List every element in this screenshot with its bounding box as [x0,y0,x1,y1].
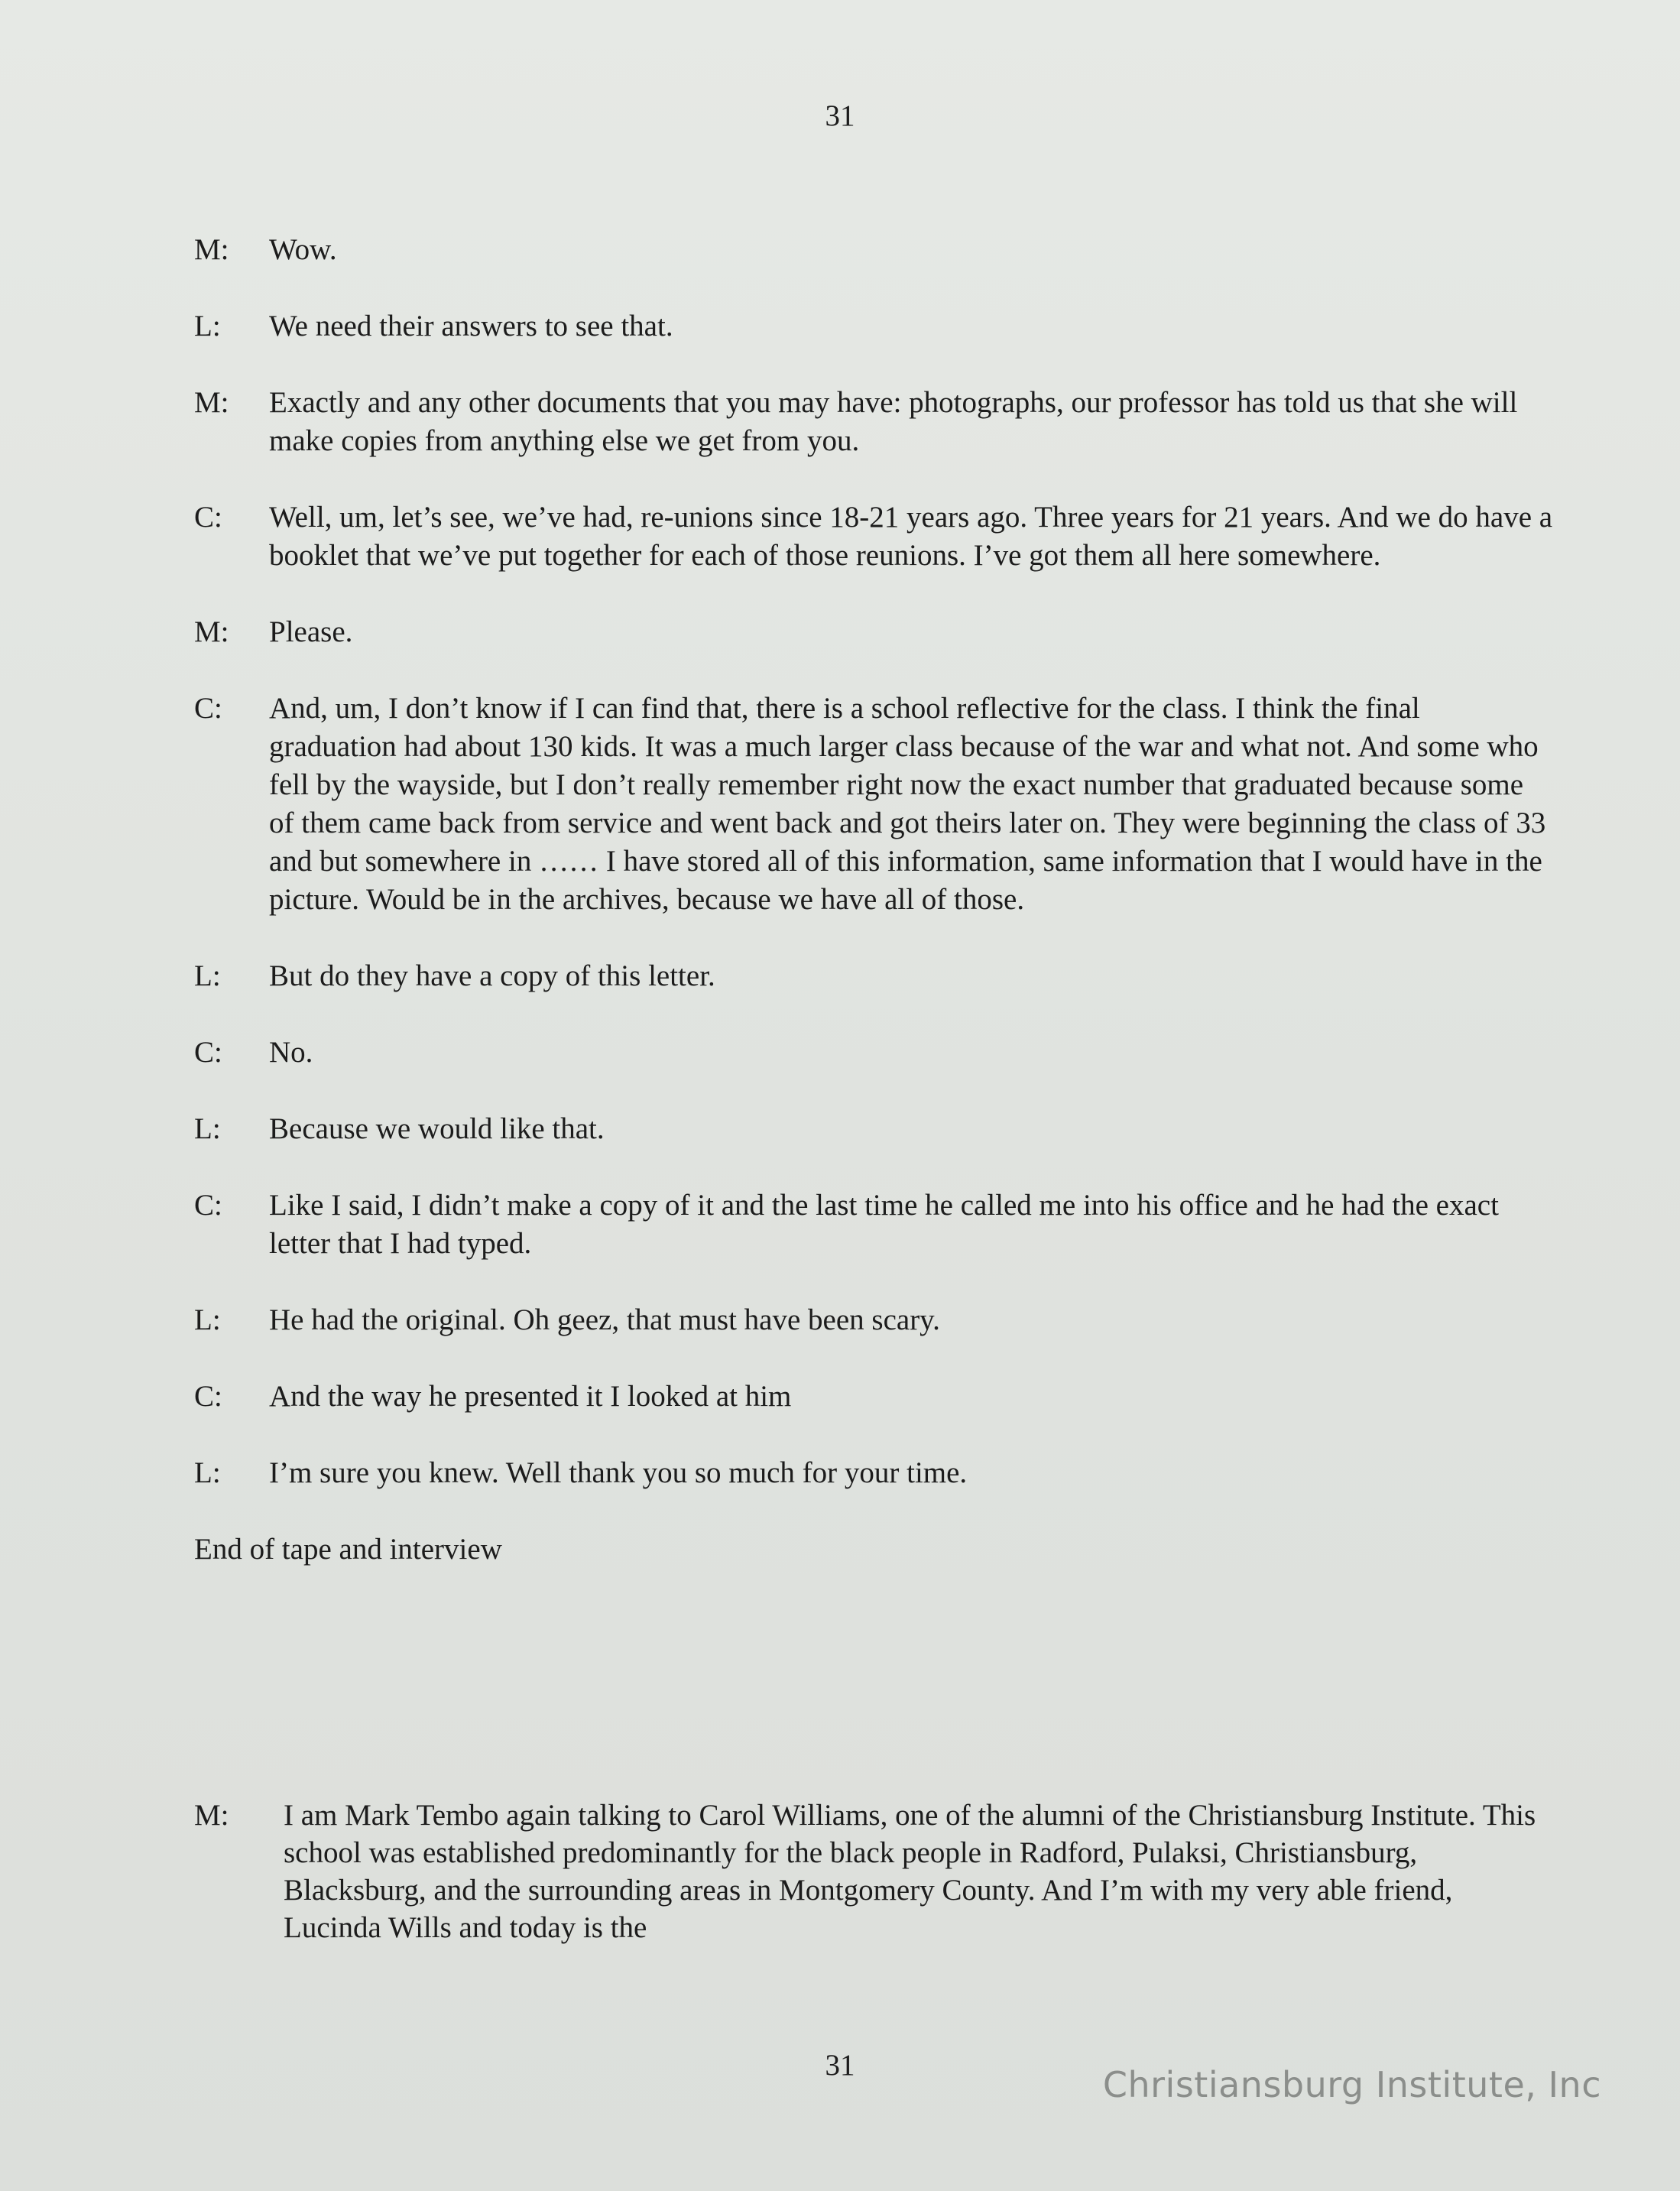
transcript-turn [194,231,1555,269]
page-number-bottom: 31 [825,2049,855,2082]
transcript-turn [194,1110,1555,1148]
speaker-label: C: [194,501,222,534]
transcript-turn [194,1034,1555,1072]
turn-text: And the way he presented it I looked at him [269,1380,792,1413]
speaker-label: C: [194,1189,222,1222]
turn-text: I am Mark Tembo again talking to Carol Williams, one of the alumni of the Christiansburg Institute. This school was established predominantly for the black people in Radford, Pulaksi, Christiansburg, Blacksburg, and the surrounding areas in Montgomery County. And I’m with my very able friend, Lucinda Wills and today is the [284,1799,1536,1944]
turn-text: Please. [269,615,353,648]
second-interview-turn [194,1797,1555,1946]
speaker-label: L: [194,1456,221,1489]
speaker-label: M: [194,233,229,266]
turn-text: Like I said, I didn’t make a copy of it and the last time he called me into his office and he had the exact letter that I had typed. [269,1189,1499,1260]
speaker-label: C: [194,1380,222,1413]
speaker-label: M: [194,386,229,419]
watermark: Christiansburg Institute, Inc [1102,2064,1601,2105]
turn-text: And, um, I don’t know if I can find that, there is a school reflective for the class. I think the final graduation had about 130 kids. It was a much larger class because of the war and what not. And some who fell by the wayside, but I don’t really remember right now the exact number that graduated because some of them came back from service and went back and got theirs later on. They were beginning the class of 33 and but somewhere in …… I have stored all of this information, same information that I would have in the picture. Would be in the archives, because we have all of those. [269,692,1546,916]
speaker-label: L: [194,1303,221,1336]
transcript-turn [194,613,1555,651]
speaker-label: L: [194,1112,221,1145]
turn-text: I’m sure you knew. Well thank you so much for your time. [269,1456,968,1489]
transcript-turn [194,690,1555,919]
transcript-turn [194,384,1555,460]
transcript-turn [194,1301,1555,1339]
transcript-turn [194,957,1555,995]
turn-text: Because we would like that. [269,1112,605,1145]
speaker-label: M: [194,1799,229,1832]
transcript-turn [194,1186,1555,1263]
end-note: End of tape and interview [194,1533,502,1566]
turn-text: Exactly and any other documents that you may have: photographs, our professor has told us that she will make copies from anything else we get from you. [269,386,1518,457]
speaker-label: L: [194,959,221,992]
turn-text: No. [269,1036,313,1069]
turn-text: Wow. [269,233,337,266]
turn-text: But do they have a copy of this letter. [269,959,715,992]
transcript-turn [194,498,1555,575]
speaker-label: C: [194,692,222,725]
turn-text: Well, um, let’s see, we’ve had, re-unions since 18-21 years ago. Three years for 21 years. And we do have a booklet that we’ve put together for each of those reunions. I’ve got them all here somewhere. [269,501,1553,572]
page-number-top: 31 [825,99,855,132]
transcript-turn [194,1378,1555,1416]
transcript-turn [194,307,1555,346]
transcript-turn [194,1454,1555,1492]
speaker-label: L: [194,310,221,342]
turn-text: He had the original. Oh geez, that must have been scary. [269,1303,940,1336]
speaker-label: M: [194,615,229,648]
turn-text: We need their answers to see that. [269,310,673,342]
speaker-label: C: [194,1036,222,1069]
transcript [194,231,1555,1569]
